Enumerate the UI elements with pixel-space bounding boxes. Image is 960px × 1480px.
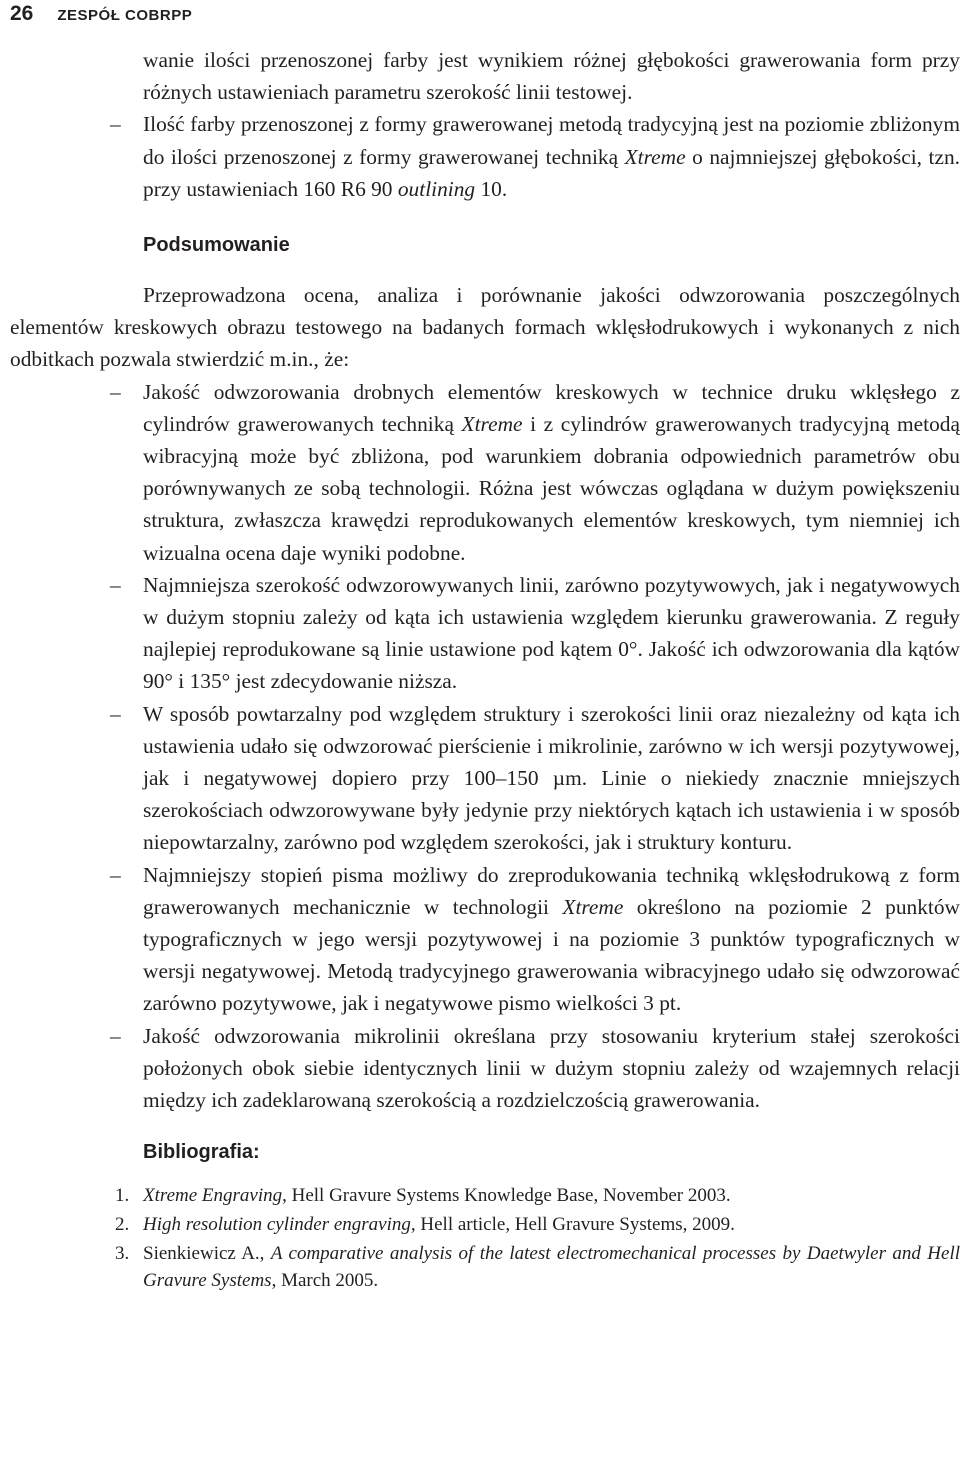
list-item: – Jakość odwzorowania mikrolinii określana przy stosowaniu kryterium stałej szerokości położonych obok siebie identycznych linii w dużym stopniu zależy od wzajemnych relacji między ich zadeklarowaną szerokością a rozdzielczością grawerowania. [10, 1020, 960, 1117]
bibliography-item: 1. Xtreme Engraving, Hell Gravure Systems Knowledge Base, November 2003. [115, 1185, 731, 1207]
section-heading-summary: Podsumowanie [143, 234, 290, 257]
page-header [10, 0, 950, 42]
dash-bullet: – [110, 1023, 121, 1048]
dash-bullet: – [110, 701, 121, 726]
list-item: – Najmniejsza szerokość odwzorowywanych linii, zarówno pozytywowych, jak i negatywowych w dużym stopniu zależy od kąta ich ustawienia względem kierunku grawerowania. Z reguły najlepiej reprodukowane są linie ustawione pod kątem 0°. Jakość ich odwzorowania dla kątów 90° i 135° jest zdecydowanie niższa. [10, 569, 960, 698]
page-number: 26 [10, 2, 34, 25]
dash-bullet: – [110, 112, 121, 137]
bibliography-list [10, 1182, 960, 1294]
dash-bullet: – [110, 862, 121, 887]
running-head: ZESPÓŁ COBRPP [57, 7, 193, 24]
continuation-paragraph: wanie ilości przenoszonej farby jest wynikiem różnej głębokości grawerowania form przy różnych ustawieniach parametru szerokość linii testowej. [143, 48, 960, 105]
page-body [10, 44, 960, 1296]
summary-intro-paragraph: Przeprowadzona ocena, analiza i porównanie jakości odwzorowania poszczególnych elementów kreskowych obrazu testowego na badanych formach wklęsłodrukowych i wykonanych z nich odbitkach pozwala stwierdzić m.in., że: [10, 283, 960, 372]
list-item: – W sposób powtarzalny pod względem struktury i szerokości linii oraz niezależny od kąta ich ustawienia udało się odwzorować pierścienie i mikrolinie, zarówno w ich wersji pozytywowej, jak i negatywowej dopiero przy 100–150 µm. Linie o niekiedy znacznie mniejszych szerokościach odwzorowywane były jedynie przy niektórych kątach ich ustawienia i w sposób niepowtarzalny, zarówno pod względem szerokości, jak i struktury konturu. [10, 698, 960, 859]
bibliography-item: 3. Sienkiewicz A., A comparative analysis of the latest electromechanical processes by Daetwyler and Hell Gravure Systems, March 2005. [115, 1243, 960, 1292]
list-item: – Jakość odwzorowania drobnych elementów kreskowych w technice druku wklęsłego z cylindrów grawerowanych techniką Xtreme i z cylindrów grawerowanych tradycyjną metodą wibracyjną może być zbliżona, pod warunkiem dobrania odpowiednich parametrów obu porównywanych ze sobą technologii. Różna jest wówczas oglądana w dużym powiększeniu struktura, zwłaszcza krawędzi reprodukowanych elementów kreskowych, tym niemniej ich wizualna ocena daje wyniki podobne. [10, 376, 960, 569]
dash-bullet: – [110, 379, 121, 404]
list-item: – Ilość farby przenoszonej z formy grawerowanej metodą tradycyjną jest na poziomie zbliżonym do ilości przenoszonej z formy grawerowanej techniką Xtreme o najmniejszej głębokości, tzn. przy ustawieniach 160 R6 90 outlining 10. [10, 108, 960, 205]
dash-bullet: – [110, 572, 121, 597]
list-item: – Najmniejszy stopień pisma możliwy do zreprodukowania techniką wklęsłodrukową z form grawerowanych mechanicznie w technologii Xtreme określono na poziomie 2 punktów typograficznych w jego wersji pozytywowej i na poziomie 3 punktów typograficznych w wersji negatywowej. Metodą tradycyjnego grawerowania wibracyjnego udało się odwzorować zarówno pozytywowe, jak i negatywowe pismo wielkości 3 pt. [10, 859, 960, 1020]
section-heading-bibliography: Bibliografia: [143, 1141, 260, 1164]
bibliography-item: 2. High resolution cylinder engraving, Hell article, Hell Gravure Systems, 2009. [115, 1214, 735, 1236]
